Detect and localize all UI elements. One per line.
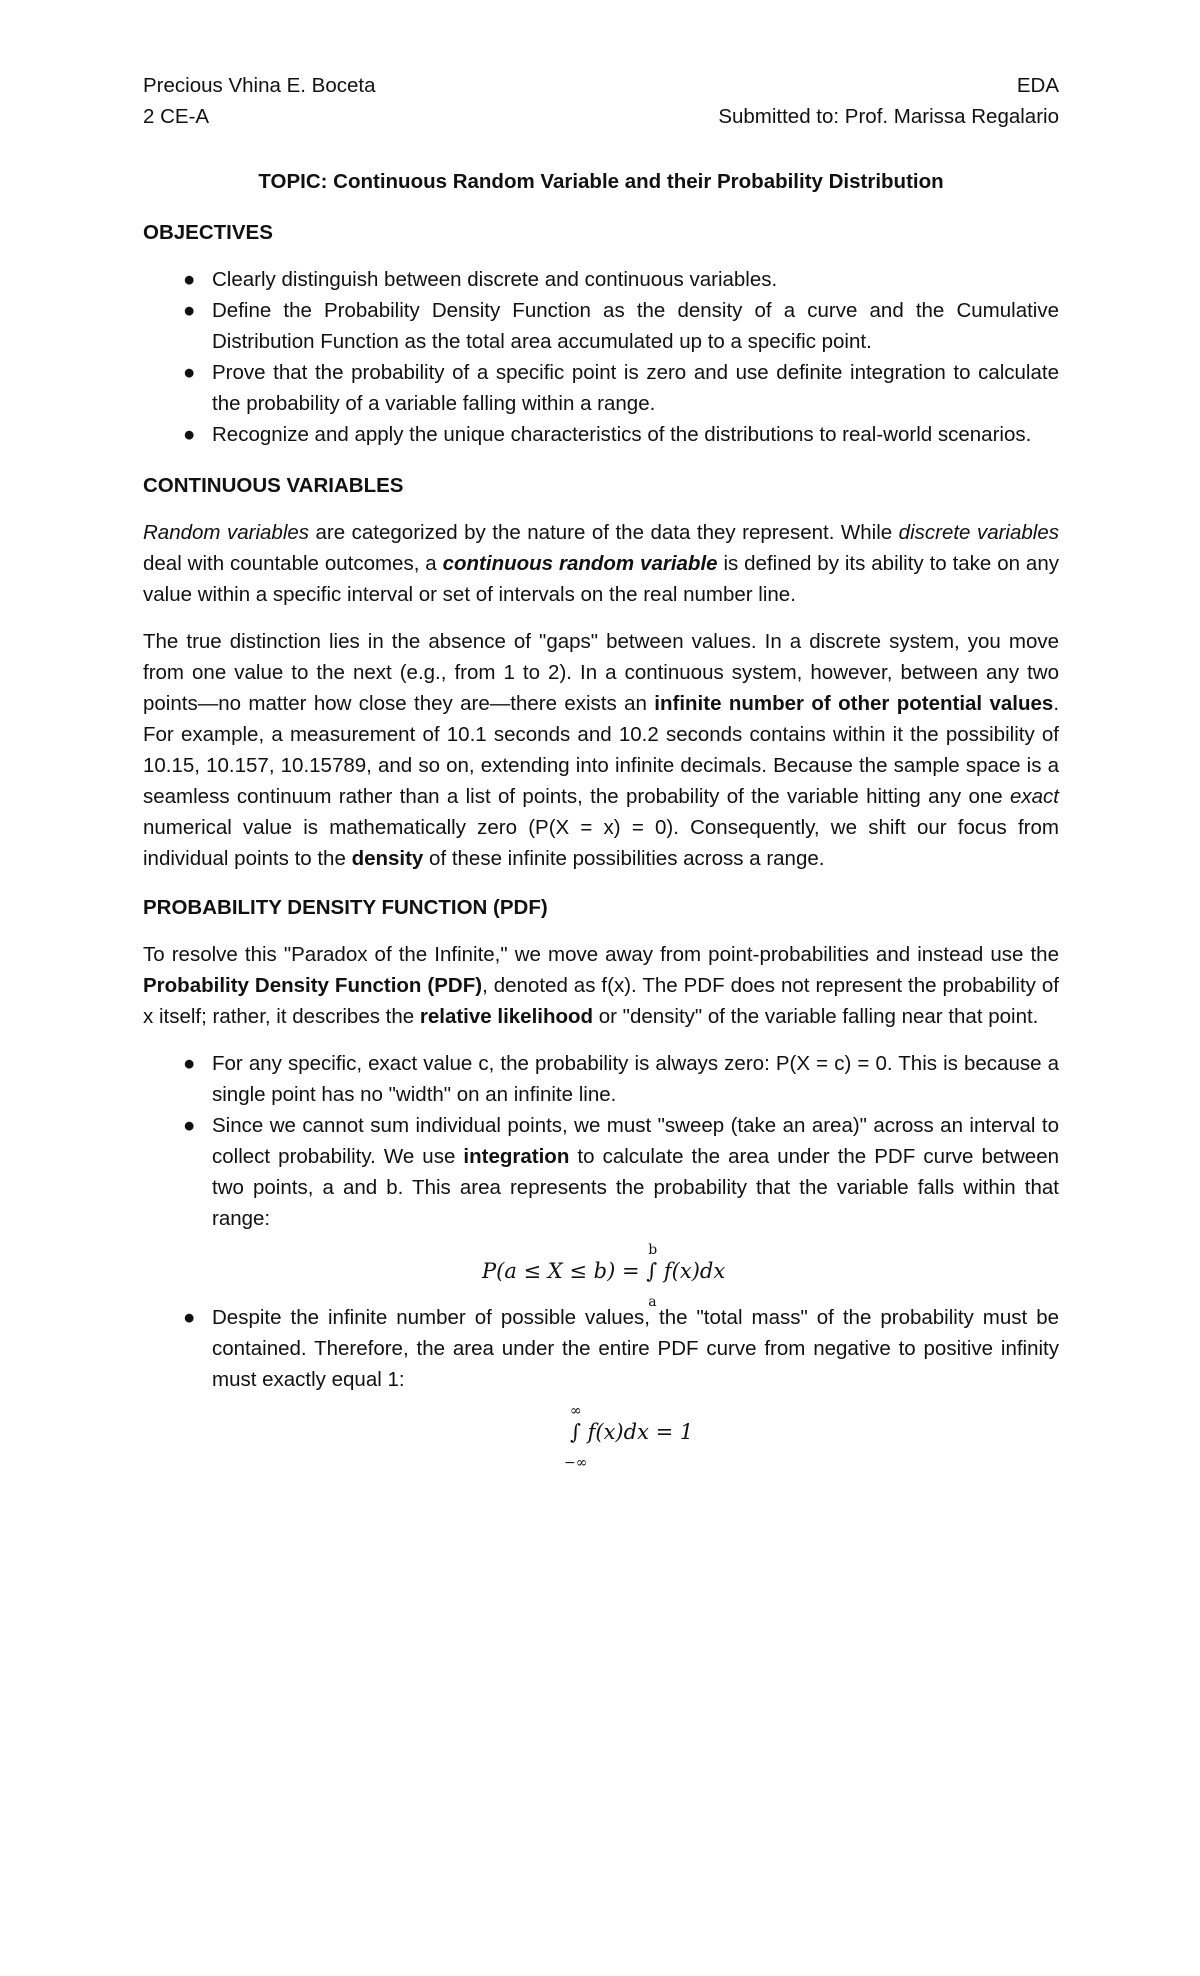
subject: EDA <box>1016 74 1059 97</box>
paragraph: To resolve this "Paradox of the Infinite," we move away from point-probabilities and instead use the Probability Density Function (PDF), denoted as f(x). The PDF does not represent the probability of x itself; rather, it describes the relative likelihood or "density" of the variable falling near that point. <box>143 943 1059 1028</box>
list-item: ● Despite the infinite number of possible values, the "total mass" of the probability must be contained. Therefore, the area under the entire PDF curve from negative to positive infinity must exactly equal 1: ∞ ∫ −∞ f(x)dx = 1 <box>143 1302 1059 1463</box>
list-item: ● Since we cannot sum individual points, we must "sweep (take an area)" across an interval to collect probability. We use integration to calculate the area under the PDF curve between two points, a and b. This area represents the probability that the variable falls within that range: P(a ≤ X ≤ b) = b ∫ a f(x)dx <box>143 1110 1059 1302</box>
formula-probability-interval: P(a ≤ X ≤ b) = b ∫ a f(x)dx <box>482 1242 726 1310</box>
author-name: Precious Vhina E. Boceta <box>143 74 376 97</box>
bullet-icon: ● <box>183 1306 196 1329</box>
pdf-heading: PROBABILITY DENSITY FUNCTION (PDF) <box>143 896 548 919</box>
pdf-list <box>143 1048 1060 1471</box>
bullet-icon: ● <box>183 1052 196 1075</box>
bullet-icon: ● <box>183 1114 196 1137</box>
objectives-list <box>143 264 1059 450</box>
list-item: ● For any specific, exact value c, the probability is always zero: P(X = c) = 0. This is because a single point has no "width" on an infinite line. <box>143 1048 1059 1110</box>
list-item: ● Clearly distinguish between discrete and continuous variables. <box>143 264 1059 295</box>
paragraph: The true distinction lies in the absence of "gaps" between values. In a discrete system, you move from one value to the next (e.g., from 1 to 2). In a continuous system, however, between any two points—no matter how close they are—there exists an infinite number of other potential values. For example, a measurement of 10.1 seconds and 10.2 seconds contains within it the possibility of 10.15, 10.157, 10.15789, and so on, extending into infinite decimals. Because the sample space is a seamless continuum rather than a list of points, the probability of the variable hitting any one exact numerical value is mathematically zero (P(X = x) = 0). Consequently, we shift our focus from individual points to the density of these infinite possibilities across a range. <box>143 630 1060 870</box>
bullet-icon: ● <box>183 299 196 322</box>
bullet-icon: ● <box>183 268 196 291</box>
header-row-2 <box>143 101 1059 132</box>
bullet-icon: ● <box>183 361 196 384</box>
document-page <box>143 70 1060 1471</box>
list-item: ● Define the Probability Density Function as the density of a curve and the Cumulative Distribution Function as the total area accumulated up to a specific point. <box>143 295 1059 357</box>
topic-title: TOPIC: Continuous Random Variable and their Probability Distribution <box>258 170 944 193</box>
paragraph: Random variables are categorized by the nature of the data they represent. While discrete variables deal with countable outcomes, a continuous random variable is defined by its ability to take on any value within a specific interval or set of intervals on the real number line. <box>143 521 1059 606</box>
bullet-icon: ● <box>183 423 196 446</box>
objectives-heading: OBJECTIVES <box>143 221 273 244</box>
continuous-heading: CONTINUOUS VARIABLES <box>143 474 404 497</box>
list-item: ● Recognize and apply the unique characteristics of the distributions to real-world scenarios. <box>143 419 1059 450</box>
list-item: ● Prove that the probability of a specific point is zero and use definite integration to calculate the probability of a variable falling within a range. <box>143 357 1059 419</box>
header-row-1 <box>143 70 1059 101</box>
section: 2 CE-A <box>143 105 210 128</box>
formula-total-area: ∞ ∫ −∞ f(x)dx = 1 <box>564 1403 694 1471</box>
submitted-to: Submitted to: Prof. Marissa Regalario <box>718 105 1059 128</box>
